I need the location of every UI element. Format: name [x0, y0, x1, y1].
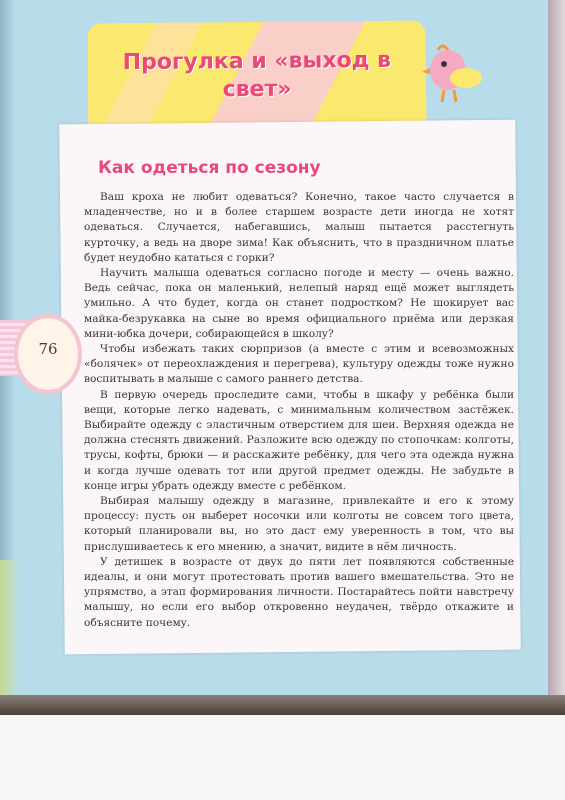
book-bottom-edge [0, 695, 565, 715]
article-body [84, 190, 514, 631]
section-heading: Как одеться по сезону [98, 158, 321, 178]
paragraph: У детишек в возрасте от двух до пяти лет появляются собственные идеалы, и они могут протестовать против вашего вмешательства. Это не упрямство, а этап формирования личности. Постарайтесь пойти навстречу малышу, но если его выбор откровенно неудачен, твёрдо откажите и объясните почему. [84, 555, 514, 629]
paragraph: Научить малыша одеваться согласно погоде и месту — очень важно. Ведь сейчас, пока он маленький, нелепый наряд ещё может выглядеть умильно. А что будет, когда он станет подростком? Не шокирует вас майка-безрукавка на сыне во время официального приёма или дерзкая мини-юбка дочери, собирающейся в школу? [84, 267, 514, 340]
paragraph: В первую очередь проследите сами, чтобы в шкафу у ребёнка были вещи, которые легко надевать, с минимальным количеством застёжек. Выбирайте одежду с эластичным отверстием для шеи. Верхняя одежда не должна стеснять движений. Разложите всю одежду по стопочкам: колготы, трусы, кофты, брюки — и расскажите ребёнку, для чего эта одежда нужна и когда лучше одевать тот или другой предмет одежды. Не забудьте в конце игры убрать одежду вместе с ребёнком. [84, 388, 514, 492]
paragraph: Ваш кроха не любит одеваться? Конечно, такое часто случается в младенчестве, но и в более старшем возрасте дети иногда не хотят одеваться. Случается, набегавшись, малыш пытается расстегнуть курточку, а ведь на дворе зима! Как объяснить, что в праздничном платье будет неудобно кататься с горки? [84, 191, 514, 264]
page-number: 76 [38, 340, 58, 358]
paragraph: Чтобы избежать таких сюрпризов (а вместе с этим и всевозможных «болячек» от переохлаждения и перегрева), культуру одежды тоже нужно воспитывать в малыше с самого раннего детства. [84, 343, 514, 386]
title-banner [88, 21, 427, 136]
decorative-stripe [0, 560, 20, 708]
page-title: Прогулка и «выход в свет» [122, 47, 392, 103]
page-number-badge [14, 314, 82, 394]
paragraph: Выбирая малышу одежду в магазине, привлекайте и его к этому процессу: пусть он выберет носочки или колготы не совсем того цвета, который планировали вы, но это даст ему уверенность в том, что вы прислушиваетесь к его мнению, а значит, видите в нём личность. [84, 495, 514, 553]
chick-icon [418, 40, 488, 110]
page-edge [548, 0, 565, 710]
